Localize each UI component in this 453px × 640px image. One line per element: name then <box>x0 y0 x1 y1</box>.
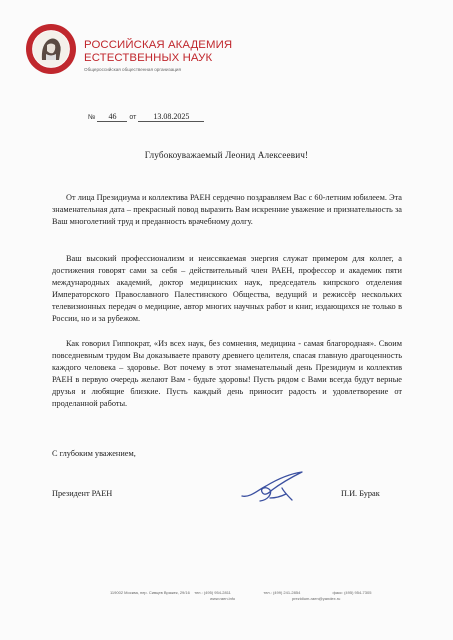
date-label: от <box>129 114 137 121</box>
paragraph-wishes: Как говорил Гиппократ, «Из всех наук, без сомнения, медицина - самая благородная». Своим повседневным трудом Вы доказываете правоту древнего целителя, спасая главную драгоценность каждого человека – здоровье. Вот почему в этот знаменательный день Президиум и коллектив РАЕН в первую очередь желают Вам - будьте здоровы! Пусть рядом с Вами всегда будут верные друзья и любящие близкие. Пусть каждый день приносит радость и удовлетворение от проделанной работы. <box>52 339 402 408</box>
signatory-title: Президент РАЕН <box>52 489 113 498</box>
document-date: 13.08.2025 <box>138 112 204 122</box>
footer-address: 119002 Москва, пер. Сивцев Вражек, 29/16 <box>110 590 190 595</box>
footer-contacts <box>110 590 400 602</box>
paragraph-achievements: Ваш высокий профессионализм и неиссякаемая энергия служат примером для коллег, а достижения говорят сами за себя – действительный член РАЕН, профессор и академик пяти международных академий, доктор медицинских наук, председатель кипрского отделения Императорского Православного Палестинского Общества, ведущий и режиссёр нескольких телевизионных передач о медицине, автор многих научных работ и книг, издающихся не только в России, но и за рубежом. <box>52 254 402 323</box>
footer-email: prezidium-raen@yandex.ru <box>292 596 341 601</box>
organization-name-line1: РОССИЙСКАЯ АКАДЕМИЯ <box>84 39 233 51</box>
footer-website: www.raen.info <box>210 596 236 601</box>
document-number: 46 <box>97 112 127 122</box>
footer-phone: тел.: (495) 954-2811 <box>194 590 231 595</box>
greeting: Глубокоуважаемый Леонид Алексеевич! <box>144 150 309 160</box>
organization-name <box>84 39 254 65</box>
footer-fax: факс: (495) 954-7305 <box>332 590 372 595</box>
organization-subtitle: Общероссийская общественная организация <box>84 67 181 72</box>
closing-phrase: С глубоким уважением, <box>52 449 136 458</box>
signatory-name: П.И. Бурак <box>341 489 380 498</box>
document-number-line <box>88 112 204 122</box>
academy-emblem-icon <box>25 23 77 75</box>
organization-name-line2: ЕСТЕСТВЕННЫХ НАУК <box>84 52 213 64</box>
handwritten-signature-icon <box>236 468 306 508</box>
number-label: № <box>88 114 96 121</box>
paragraph-congratulation: От лица Президиума и коллектива РАЕН сердечно поздравляем Вас с 60-летним юбилеем. Эта знаменательная дата – прекрасный повод выразить Вам искренние уважение и признательность за Ваш многолетний труд и преданность врачебному долгу. <box>52 193 402 226</box>
footer-phone-2: тел.: (499) 241-2854 <box>263 590 301 595</box>
